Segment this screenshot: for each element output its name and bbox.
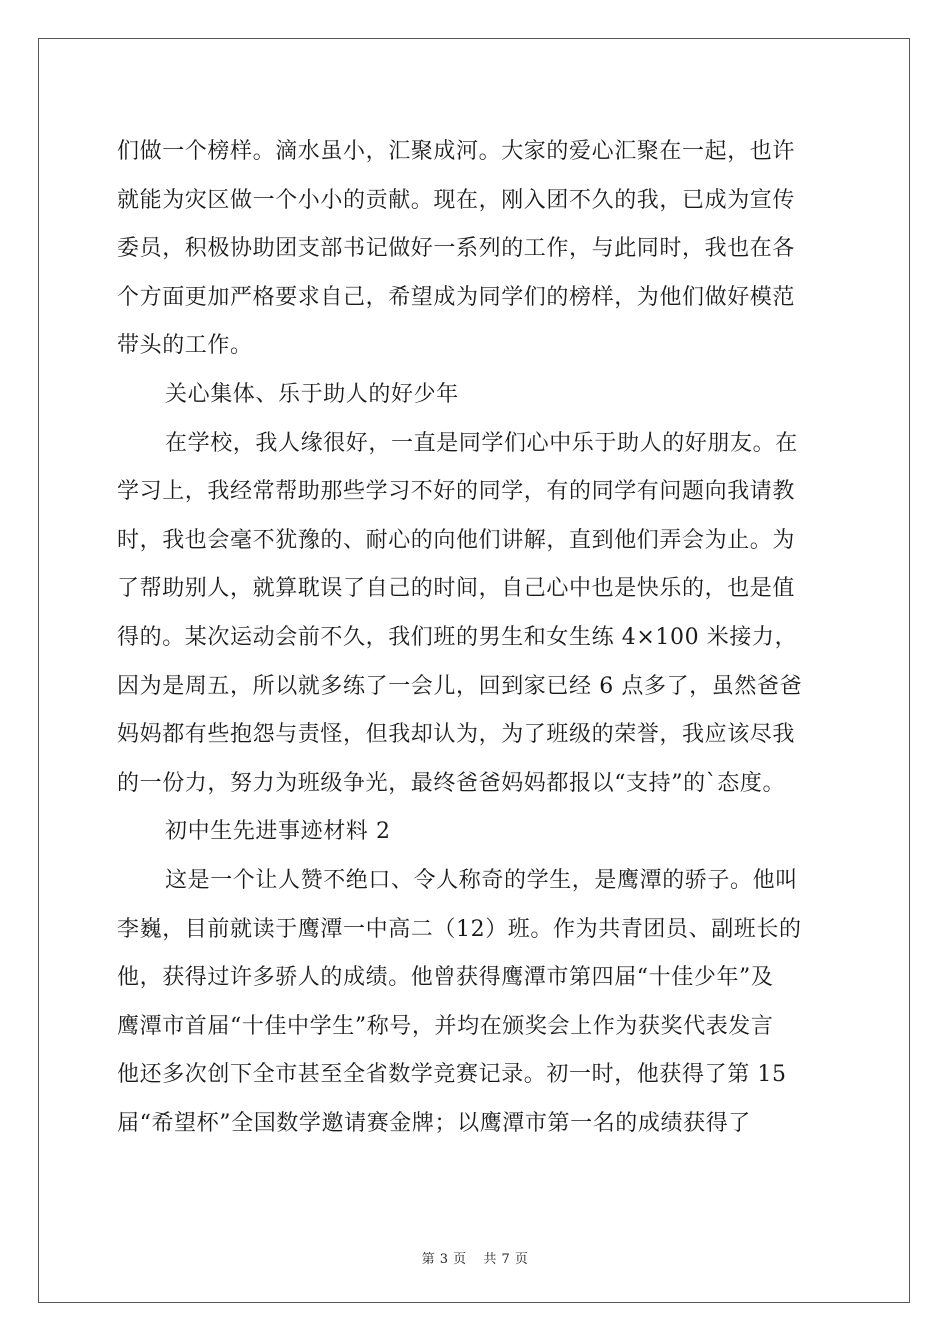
text-line: 李巍，目前就读于鹰潭一中高二（12）班。作为共青团员、副班长的	[117, 916, 802, 942]
text-line: 带头的工作。	[117, 333, 253, 359]
text-line: 就能为灾区做一个小小的贡献。现在，刚入团不久的我，已成为宣传	[117, 187, 796, 213]
text-line: 在学校，我人缘很好，一直是同学们心中乐于助人的好朋友。在	[165, 430, 798, 456]
page-total: 共 7 页	[483, 1252, 529, 1267]
text-line: 鹰潭市首届“十佳中学生”称号，并均在颁奖会上作为获奖代表发言	[117, 1013, 774, 1039]
text-line: 这是一个让人赞不绝口、令人称奇的学生，是鹰潭的骄子。他叫	[165, 867, 798, 893]
text-line: 妈妈都有些抱怨与责怪，但我却认为，为了班级的荣誉，我应该尽我	[117, 722, 796, 748]
text-line: 们做一个榜样。滴水虽小，汇聚成河。大家的爱心汇聚在一起，也许	[117, 139, 796, 164]
section-heading: 初中生先进事迹材料 2	[165, 819, 391, 845]
section-heading: 关心集体、乐于助人的好少年	[165, 381, 459, 407]
text-line: 的一份力，努力为班级争光，最终爸爸妈妈都报以“支持”的`态度。	[117, 770, 786, 796]
text-line: 他还多次创下全市甚至全省数学竞赛记录。初一时，他获得了第 15	[117, 1062, 787, 1088]
text-line: 委员，积极协助团支部书记做好一系列的工作，与此同时，我也在各	[117, 236, 796, 262]
text-line: 时，我也会毫不犹豫的、耐心的向他们讲解，直到他们弄会为止。为	[117, 527, 796, 553]
text-line: 他，获得过许多骄人的成绩。他曾获得鹰潭市第四届“十佳少年”及	[117, 965, 774, 991]
page-number: 第 3 页	[421, 1252, 467, 1267]
text-line: 个方面更加严格要求自己，希望成为同学们的榜样，为他们做好模范	[117, 284, 796, 310]
text-line: 学习上，我经常帮助那些学习不好的同学，有的同学有问题向我请教	[117, 479, 796, 505]
text-line: 届“希望杯”全国数学邀请赛金牌；以鹰潭市第一名的成绩获得了	[117, 1110, 751, 1136]
text-line: 了帮助别人，就算耽误了自己的时间，自己心中也是快乐的，也是值	[117, 576, 796, 602]
text-line: 得的。某次运动会前不久，我们班的男生和女生练 4×100 米接力，	[117, 624, 798, 650]
document-body	[117, 128, 835, 1148]
page-footer	[0, 1248, 950, 1267]
text-line: 因为是周五，所以就多练了一会儿，回到家已经 6 点多了，虽然爸爸	[117, 673, 803, 699]
